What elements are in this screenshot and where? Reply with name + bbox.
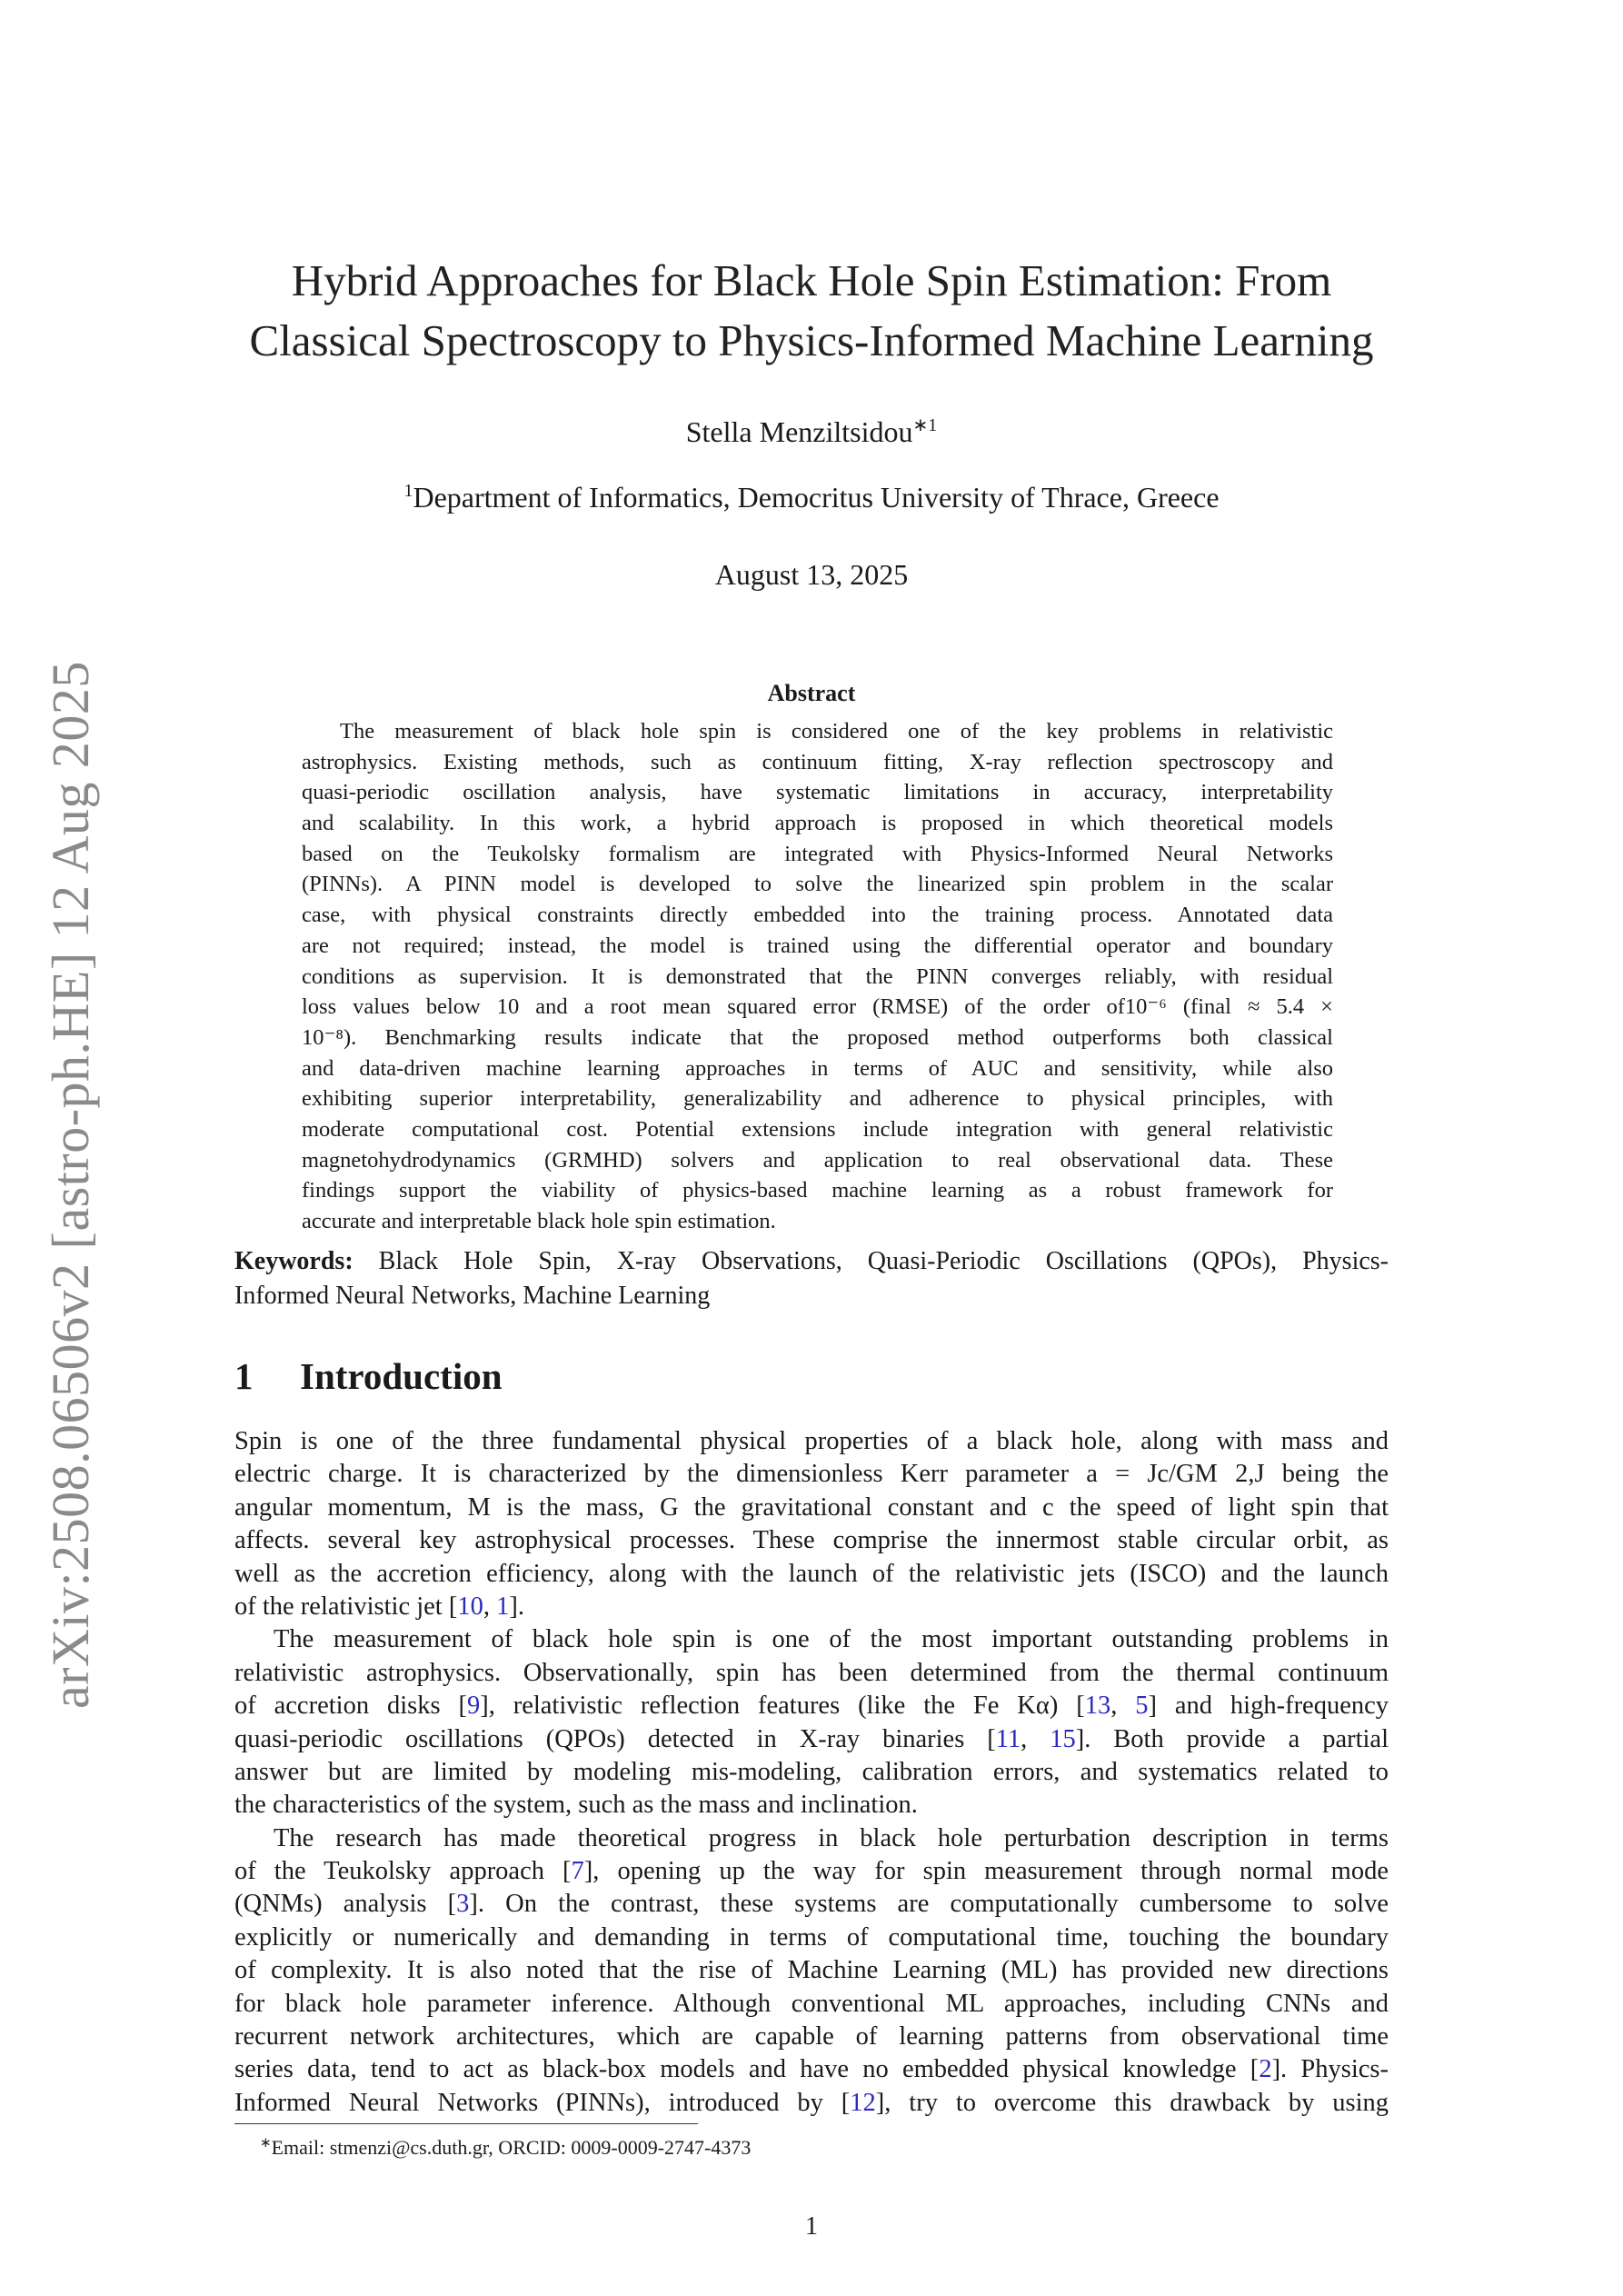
title-line-2: Classical Spectroscopy to Physics-Informed Machine Learning <box>249 315 1374 365</box>
footnote-mark: ∗ <box>260 2136 272 2151</box>
body-line <box>234 1690 1389 1722</box>
body-line: angular momentum, M is the mass, G the gravitational constant and c the speed of light spin that <box>234 1492 1389 1522</box>
citation-link[interactable]: 7 <box>571 1857 584 1886</box>
body-line: for black hole parameter inference. Although conventional ML approaches, including CNNs and <box>234 1989 1389 2018</box>
body-text-run: , <box>1110 1692 1136 1721</box>
body-line <box>234 1855 1389 1888</box>
abstract-heading: Abstract <box>767 680 856 706</box>
body-line: answer but are limited by modeling mis-modeling, calibration errors, and systematics related to <box>234 1757 1389 1786</box>
body-text-run: ]. <box>509 1592 524 1621</box>
affiliation-line <box>234 473 1389 515</box>
body-text-run: ]. Physics- <box>1271 2055 1389 2084</box>
section-number: 1 <box>234 1355 254 1397</box>
body-text-run: ]. On the contrast, these systems are computationally cumbersome to solve <box>469 1890 1389 1919</box>
body-text-run: , <box>1021 1724 1050 1753</box>
keywords-label: Keywords: <box>234 1247 353 1275</box>
citation-link[interactable]: 1 <box>496 1592 510 1621</box>
keywords-block <box>234 1244 1389 1313</box>
arxiv-identifier-stamp: arXiv:2508.06506v2 [astro-ph.HE] 12 Aug 2025 <box>41 661 100 1709</box>
abstract-line: 10⁻⁸). Benchmarking results indicate that the proposed method outperforms both classical <box>302 1024 1333 1050</box>
body-line <box>234 2053 1389 2086</box>
author-name: Stella Menziltsidou <box>685 415 913 448</box>
body-text-run: ]. Both provide a partial <box>1075 1724 1389 1753</box>
body-line: the characteristics of the system, such as the mass and inclination. <box>234 1791 918 1820</box>
body-line: The measurement of black hole spin is one of the most important outstanding problems in <box>274 1625 1389 1654</box>
author-marks: ∗1 <box>912 415 938 435</box>
abstract-line: magnetohydrodynamics (GRMHD) solvers and application to real observational data. These <box>302 1147 1333 1173</box>
body-text-run: Informed Neural Networks (PINNs), introduced by [ <box>234 2088 851 2117</box>
footnote-divider <box>234 2123 698 2124</box>
body-text-run: series data, tend to act as black-box models and have no embedded physical knowledge [ <box>234 2055 1260 2084</box>
body-text-run: quasi-periodic oscillations (QPOs) detected in X-ray binaries [ <box>234 1724 996 1753</box>
body-text-run: of accretion disks [ <box>234 1692 467 1721</box>
keywords-line-2: Informed Neural Networks, Machine Learning <box>234 1282 711 1310</box>
keywords-line-1 <box>234 1244 1389 1279</box>
body-text-run: (QNMs) analysis [ <box>234 1890 457 1919</box>
footnote <box>260 2130 1350 2161</box>
body-text-run: ], try to overcome this drawback by using <box>875 2088 1389 2117</box>
citation-link[interactable]: 5 <box>1135 1692 1149 1721</box>
abstract-line: (PINNs). A PINN model is developed to solve the linearized spin problem in the scalar <box>302 872 1333 897</box>
body-line: affects. several key astrophysical processes. These comprise the innermost stable circular orbit, as <box>234 1526 1389 1555</box>
body-line: of complexity. It is also noted that the rise of Machine Learning (ML) has provided new directions <box>234 1956 1389 1985</box>
abstract-line: The measurement of black hole spin is considered one of the key problems in relativistic <box>340 719 1333 744</box>
citation-link[interactable]: 9 <box>466 1692 481 1721</box>
citation-link[interactable]: 3 <box>456 1890 470 1919</box>
body-text-run: of the Teukolsky approach [ <box>234 1857 572 1886</box>
body-line <box>234 1723 1389 1756</box>
paper-title <box>234 251 1389 371</box>
body-line: well as the accretion efficiency, along with the launch of the relativistic jets (ISCO) and the launch <box>234 1559 1389 1588</box>
abstract-line: based on the Teukolsky formalism are integrated with Physics-Informed Neural Networks <box>302 841 1333 866</box>
body-line: The research has made theoretical progress in black hole perturbation description in terms <box>274 1823 1389 1852</box>
abstract-line: are not required; instead, the model is trained using the differential operator and boundary <box>302 933 1333 958</box>
abstract-line: case, with physical constraints directly embedded into the training process. Annotated data <box>302 903 1333 928</box>
abstract-line: loss values below 10 and a root mean squared error (RMSE) of the order of10⁻⁶ (final ≈ 5.4 × <box>302 994 1333 1020</box>
affiliation-text: Department of Informatics, Democritus University of Thrace, Greece <box>413 481 1220 514</box>
citation-link[interactable]: 12 <box>850 2088 876 2117</box>
footnote-text: Email: stmenzi@cs.duth.gr, ORCID: 0009-0009-2747-4373 <box>271 2136 752 2159</box>
abstract-line: and scalability. In this work, a hybrid approach is proposed in which theoretical models <box>302 811 1333 836</box>
affiliation-mark: 1 <box>403 481 413 501</box>
body-text-run: ], opening up the way for spin measurement through normal mode <box>583 1857 1389 1886</box>
citation-link[interactable]: 15 <box>1050 1724 1076 1753</box>
body-line <box>234 1591 1389 1623</box>
body-line: electric charge. It is characterized by the dimensionless Kerr parameter a = Jc/GM 2,J being the <box>234 1460 1389 1489</box>
body-line: relativistic astrophysics. Observationally, spin has been determined from the thermal continuum <box>234 1658 1389 1687</box>
paper-date: August 13, 2025 <box>714 558 909 591</box>
citation-link[interactable]: 11 <box>995 1724 1021 1753</box>
introduction-body <box>234 1425 1389 2120</box>
citation-link[interactable]: 2 <box>1259 2055 1272 2084</box>
citation-link[interactable]: 10 <box>457 1592 483 1621</box>
title-line-1: Hybrid Approaches for Black Hole Spin Estimation: From <box>291 255 1332 305</box>
abstract-body <box>302 716 1333 1237</box>
body-text-run: , <box>483 1592 497 1621</box>
abstract-line: findings support the viability of physics-based machine learning as a robust framework for <box>302 1178 1333 1203</box>
body-text-run: of the relativistic jet [ <box>234 1592 458 1621</box>
section-heading <box>234 1353 1389 1400</box>
body-line: recurrent network architectures, which are capable of learning patterns from observational time <box>234 2022 1389 2051</box>
citation-link[interactable]: 13 <box>1084 1692 1111 1721</box>
page-number: 1 <box>805 2212 818 2241</box>
abstract-line: conditions as supervision. It is demonstrated that the PINN converges reliably, with residual <box>302 963 1333 989</box>
abstract-line: quasi-periodic oscillation analysis, have systematic limitations in accuracy, interpretability <box>302 780 1333 805</box>
abstract-line: moderate computational cost. Potential extensions include integration with general relativistic <box>302 1116 1333 1142</box>
author-line <box>234 407 1389 450</box>
abstract-line: exhibiting superior interpretability, generalizability and adherence to physical principles, with <box>302 1086 1333 1112</box>
body-text-run: ], relativistic reflection features (like the Fe Kα) [ <box>480 1692 1085 1721</box>
body-line: Spin is one of the three fundamental physical properties of a black hole, along with mass and <box>234 1427 1389 1455</box>
body-line <box>234 1888 1389 1921</box>
body-line: explicitly or numerically and demanding in terms of computational time, touching the boundary <box>234 1922 1389 1952</box>
body-text-run: ] and high-frequency <box>1148 1692 1389 1721</box>
keywords-text-1: Black Hole Spin, X-ray Observations, Quasi-Periodic Oscillations (QPOs), Physics- <box>353 1247 1389 1275</box>
section-title: Introduction <box>300 1355 503 1397</box>
abstract-line: astrophysics. Existing methods, such as continuum fitting, X-ray reflection spectroscopy and <box>302 749 1333 774</box>
abstract-line: and data-driven machine learning approaches in terms of AUC and sensitivity, while also <box>302 1055 1333 1081</box>
body-line <box>234 2087 1389 2120</box>
abstract-line: accurate and interpretable black hole spin estimation. <box>302 1209 776 1233</box>
